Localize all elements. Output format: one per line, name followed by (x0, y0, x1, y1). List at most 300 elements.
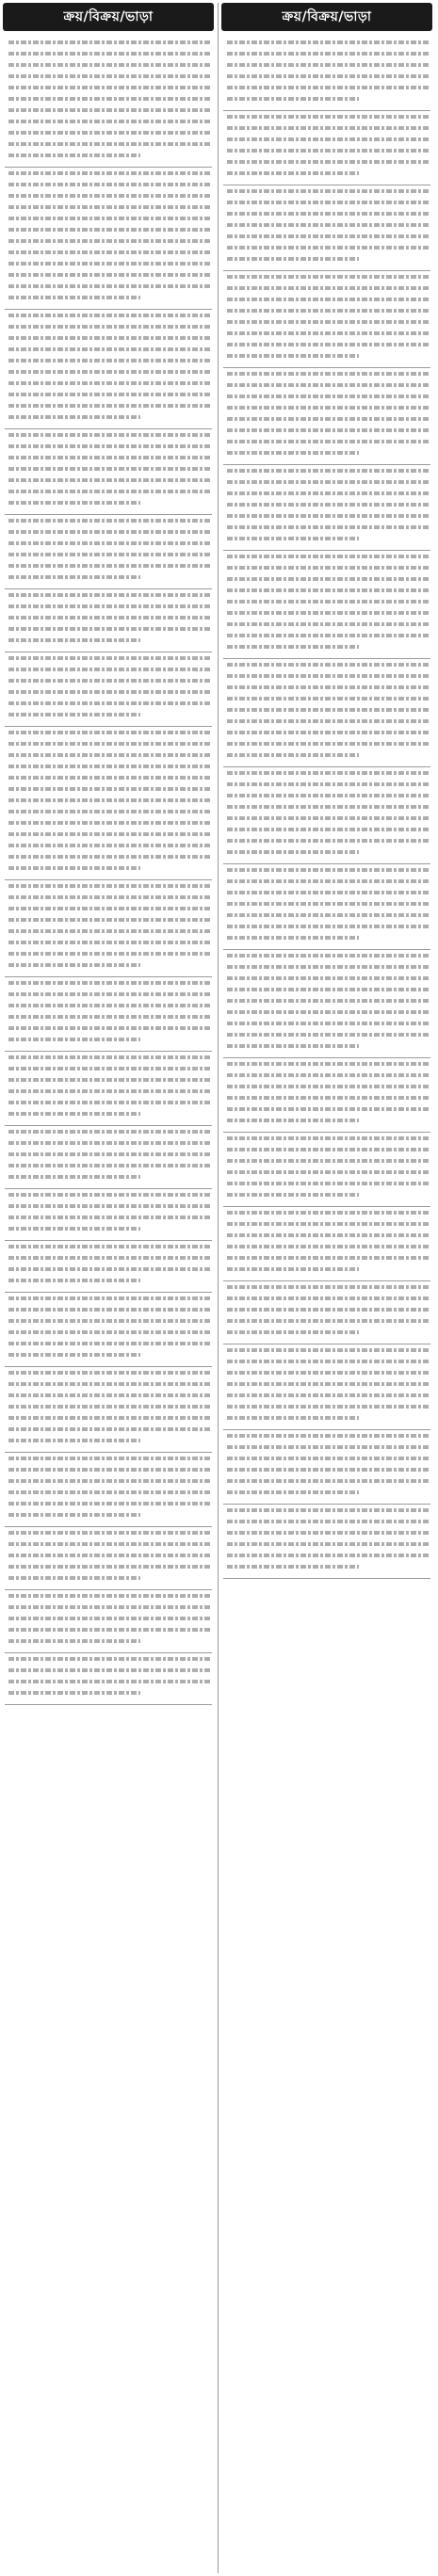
ad-text-line (227, 510, 430, 522)
ad-body (5, 1126, 212, 1183)
ad-text-line (8, 213, 212, 224)
ad-text-line (8, 224, 212, 235)
ad-text-line (227, 1081, 430, 1092)
classified-ad (5, 1527, 212, 1590)
ad-text-line (8, 817, 212, 829)
ad-text-line (227, 134, 430, 145)
ad-text-lines (8, 652, 212, 720)
ad-text-lines (227, 1207, 430, 1275)
ad-text-line (8, 1538, 212, 1550)
ad-text-line (8, 168, 212, 179)
ad-text-line (8, 258, 212, 269)
ad-text-line (8, 977, 212, 989)
classified-ad (223, 551, 430, 659)
ad-text-lines (8, 1126, 212, 1183)
ad-text-line (227, 122, 430, 134)
ad-text-line (227, 242, 430, 253)
ad-text-line (227, 619, 430, 630)
ad-text-line (8, 880, 212, 892)
ad-text-lines (227, 767, 430, 858)
ad-list (221, 37, 432, 1579)
ad-text-line (8, 727, 212, 738)
ad-text-line (227, 197, 430, 208)
ad-text-line (8, 914, 212, 926)
ad-text-line (227, 533, 430, 544)
ad-text-line (8, 475, 212, 486)
ad-text-line (227, 876, 430, 887)
ad-text-line (8, 116, 212, 127)
ad-text-line (227, 693, 430, 704)
ad-text-line (8, 1602, 212, 1613)
ad-text-line (8, 59, 212, 71)
ad-body (223, 950, 430, 1052)
ad-text-line (227, 659, 430, 670)
ad-text-line (227, 48, 430, 59)
ad-text-line (8, 652, 212, 664)
ad-text-line (8, 1200, 212, 1212)
ad-text-line (227, 1378, 430, 1390)
ad-text-line (8, 806, 212, 817)
classified-ad (223, 111, 430, 185)
ad-text-line (227, 1155, 430, 1167)
ad-text-line (227, 402, 430, 413)
ad-body (223, 864, 430, 943)
ad-body (5, 652, 212, 720)
ad-text-line (8, 892, 212, 903)
classified-ad (223, 271, 430, 368)
ad-text-line (8, 1464, 212, 1475)
ad-text-line (8, 463, 212, 475)
ad-text-lines (227, 1505, 430, 1572)
ad-text-line (8, 903, 212, 914)
ad-text-line (8, 1315, 212, 1327)
ad-text-line (8, 269, 212, 281)
ad-text-line (227, 145, 430, 156)
classified-ad (223, 659, 430, 767)
ad-text-line (227, 1367, 430, 1378)
classified-ad (5, 652, 212, 727)
ad-text-line (8, 1527, 212, 1538)
ad-text-lines (8, 1189, 212, 1234)
ad-body (5, 1241, 212, 1286)
ad-text-line (227, 1189, 430, 1200)
ad-text-line (8, 201, 212, 213)
ad-text-line (227, 488, 430, 499)
ad-text-line (8, 926, 212, 937)
ad-text-lines (8, 310, 212, 423)
ad-text-line (227, 1453, 430, 1464)
ad-text-lines (8, 1590, 212, 1647)
classified-ad (5, 880, 212, 977)
classified-ad (5, 1052, 212, 1126)
ad-text-line (227, 1115, 430, 1126)
ad-text-line (8, 1665, 212, 1676)
ad-body (223, 767, 430, 858)
ad-text-line (8, 515, 212, 526)
ad-text-line (227, 961, 430, 973)
ad-text-line (8, 1022, 212, 1034)
ad-text-line (227, 1058, 430, 1070)
classified-ad (5, 310, 212, 429)
ad-text-line (8, 1189, 212, 1200)
ad-body (223, 37, 430, 105)
ad-text-lines (227, 271, 430, 362)
ad-text-line (8, 572, 212, 583)
classified-ad (5, 37, 212, 168)
ad-text-lines (227, 950, 430, 1052)
ad-text-line (227, 984, 430, 995)
ad-body (223, 271, 430, 362)
ad-text-line (8, 1424, 212, 1435)
ad-text-lines (8, 727, 212, 874)
ad-text-line (227, 630, 430, 641)
ad-text-line (8, 389, 212, 400)
ad-text-line (227, 1550, 430, 1561)
classified-ad (223, 1058, 430, 1133)
ad-text-line (8, 486, 212, 497)
ad-text-lines (227, 1430, 430, 1498)
ad-text-line (8, 1487, 212, 1498)
ad-text-line (8, 82, 212, 93)
ad-text-lines (227, 864, 430, 943)
ad-text-line (8, 1097, 212, 1108)
ad-text-line (8, 400, 212, 411)
ad-text-line (227, 950, 430, 961)
ad-text-line (227, 1092, 430, 1103)
ad-text-line (227, 305, 430, 316)
ad-text-line (227, 596, 430, 607)
ad-text-line (8, 1052, 212, 1063)
ad-text-line (227, 1464, 430, 1475)
ad-text-line (8, 366, 212, 378)
classified-ad (223, 37, 430, 111)
column-divider (218, 3, 219, 2573)
ad-text-line (8, 321, 212, 332)
ad-text-line (8, 452, 212, 463)
ad-body (5, 1052, 212, 1119)
ad-text-line (227, 887, 430, 898)
ad-text-line (227, 1281, 430, 1293)
ad-text-line (227, 921, 430, 932)
ad-text-line (227, 447, 430, 459)
ad-text-line (227, 413, 430, 425)
ad-text-line (227, 391, 430, 402)
ad-text-line (227, 1412, 430, 1424)
ad-text-line (227, 1441, 430, 1453)
ad-body (5, 727, 212, 874)
ad-text-line (227, 1103, 430, 1115)
ad-body (5, 429, 212, 508)
classified-ad (5, 1241, 212, 1293)
ad-text-line (227, 168, 430, 179)
ad-text-line (227, 37, 430, 48)
ad-text-line (8, 71, 212, 82)
ad-text-line (227, 1040, 430, 1052)
ad-text-line (8, 589, 212, 601)
ad-text-line (8, 1338, 212, 1349)
ad-text-line (227, 82, 430, 93)
ad-text-line (8, 1498, 212, 1509)
ad-text-line (8, 37, 212, 48)
ad-text-line (227, 1241, 430, 1252)
ad-text-line (227, 749, 430, 761)
ad-text-line (8, 1171, 212, 1183)
ad-text-line (227, 1516, 430, 1527)
ad-text-line (8, 292, 212, 303)
ad-body (5, 515, 212, 583)
ad-text-line (227, 316, 430, 328)
ad-text-line (227, 1133, 430, 1144)
classified-ad (5, 168, 212, 310)
ad-text-line (8, 1137, 212, 1149)
ad-text-line (8, 1304, 212, 1315)
classified-ad (5, 977, 212, 1052)
ad-text-line (8, 1086, 212, 1097)
column-left (3, 3, 214, 2573)
classified-ad (5, 1126, 212, 1189)
ad-text-line (227, 1475, 430, 1487)
ad-text-line (8, 179, 212, 190)
ad-text-line (8, 1378, 212, 1390)
ad-text-line (8, 1435, 212, 1446)
ad-text-line (8, 526, 212, 538)
ad-body (5, 977, 212, 1045)
ad-body (223, 465, 430, 544)
ad-text-line (227, 436, 430, 447)
ad-text-lines (8, 1453, 212, 1521)
ad-text-line (8, 829, 212, 840)
ad-text-line (8, 1572, 212, 1584)
ad-text-line (8, 332, 212, 344)
ad-text-line (8, 664, 212, 675)
ad-text-line (8, 851, 212, 862)
ad-text-line (227, 973, 430, 984)
ad-text-line (227, 294, 430, 305)
classified-ad (223, 767, 430, 864)
ad-text-line (227, 738, 430, 749)
ad-text-line (8, 1293, 212, 1304)
ad-text-lines (8, 515, 212, 583)
ad-text-line (227, 1252, 430, 1264)
ad-text-line (227, 585, 430, 596)
ad-text-line (227, 1356, 430, 1367)
ad-text-line (8, 1475, 212, 1487)
ad-text-line (227, 898, 430, 910)
ad-text-line (227, 767, 430, 779)
ad-text-line (227, 995, 430, 1006)
ad-text-line (8, 1264, 212, 1275)
ad-text-line (8, 1401, 212, 1412)
ad-text-line (8, 1160, 212, 1171)
ad-text-line (8, 1327, 212, 1338)
ad-text-line (227, 704, 430, 716)
ad-text-lines (8, 977, 212, 1045)
classified-ad (5, 1367, 212, 1453)
ad-text-lines (227, 37, 430, 105)
ad-text-line (227, 93, 430, 105)
ad-text-line (8, 378, 212, 389)
ad-text-line (227, 339, 430, 350)
ad-body (5, 37, 212, 161)
ad-text-line (227, 573, 430, 585)
ad-text-lines (8, 168, 212, 303)
ad-text-line (8, 549, 212, 560)
ad-text-lines (8, 429, 212, 508)
ad-text-line (8, 623, 212, 635)
ad-body (5, 1653, 212, 1699)
ad-text-line (8, 959, 212, 971)
ad-text-line (8, 1676, 212, 1687)
ad-text-line (227, 1230, 430, 1241)
ad-text-line (8, 1252, 212, 1264)
ad-text-lines (227, 659, 430, 761)
ad-text-line (227, 185, 430, 197)
ad-text-line (227, 328, 430, 339)
classified-ad (223, 1430, 430, 1505)
ad-body (5, 1189, 212, 1234)
ad-text-line (227, 425, 430, 436)
ad-text-line (8, 150, 212, 161)
ad-text-line (8, 749, 212, 761)
ad-text-lines (8, 1293, 212, 1360)
ad-text-line (8, 355, 212, 366)
ad-list (3, 37, 214, 1705)
ad-body (223, 111, 430, 179)
ad-text-line (227, 282, 430, 294)
ad-text-line (8, 48, 212, 59)
ad-text-line (227, 522, 430, 533)
ad-body (5, 310, 212, 423)
ad-text-line (227, 1006, 430, 1018)
classified-ad (5, 1453, 212, 1527)
ad-text-line (8, 1063, 212, 1074)
ad-text-line (227, 790, 430, 801)
ad-text-line (8, 698, 212, 709)
ad-text-lines (227, 368, 430, 459)
ad-text-line (227, 465, 430, 476)
ad-text-line (227, 271, 430, 282)
ad-text-line (8, 1223, 212, 1234)
classified-ad (5, 1293, 212, 1367)
ad-text-lines (227, 465, 430, 544)
ad-text-line (227, 1207, 430, 1218)
ad-text-line (8, 441, 212, 452)
ad-text-line (8, 761, 212, 772)
ad-text-line (227, 1264, 430, 1275)
ad-text-line (227, 1401, 430, 1412)
ad-text-line (8, 1275, 212, 1286)
ad-text-line (8, 560, 212, 572)
ad-text-line (8, 795, 212, 806)
ad-text-line (8, 1653, 212, 1665)
ad-text-lines (227, 551, 430, 652)
ad-text-line (8, 1000, 212, 1011)
ad-text-line (8, 738, 212, 749)
ad-text-line (8, 948, 212, 959)
ad-body (5, 1527, 212, 1584)
ad-text-lines (227, 111, 430, 179)
ad-text-lines (8, 37, 212, 161)
ad-text-line (227, 1293, 430, 1304)
ad-text-line (227, 801, 430, 813)
classified-ad (5, 515, 212, 589)
ad-text-line (8, 1108, 212, 1119)
ad-text-line (8, 1241, 212, 1252)
ad-text-line (227, 551, 430, 562)
ad-text-line (227, 1538, 430, 1550)
ad-text-line (8, 862, 212, 874)
ad-text-line (8, 1212, 212, 1223)
ad-text-line (227, 59, 430, 71)
column-header: ক্রয়/বিক্রয়/ভাড়া (3, 3, 214, 31)
ad-text-line (8, 105, 212, 116)
ad-text-line (227, 71, 430, 82)
ad-text-line (227, 670, 430, 682)
classifieds-page (3, 3, 435, 2573)
ad-text-lines (227, 1281, 430, 1338)
ad-body (223, 1207, 430, 1275)
ad-body (5, 1590, 212, 1647)
ad-body (223, 551, 430, 652)
ad-text-line (227, 368, 430, 379)
ad-body (223, 1344, 430, 1424)
ad-text-line (8, 1011, 212, 1022)
classified-ad (223, 1281, 430, 1344)
ad-text-lines (8, 1653, 212, 1699)
ad-text-line (227, 910, 430, 921)
ad-body (223, 1133, 430, 1200)
ad-body (223, 1505, 430, 1572)
ad-text-line (227, 864, 430, 876)
ad-text-line (227, 1344, 430, 1356)
ad-text-line (8, 1126, 212, 1137)
ad-text-line (8, 989, 212, 1000)
ad-text-line (8, 686, 212, 698)
ad-text-line (227, 1029, 430, 1040)
ad-text-line (227, 1218, 430, 1230)
classified-ad (223, 368, 430, 465)
ad-text-line (227, 716, 430, 727)
ad-text-lines (8, 1367, 212, 1446)
ad-text-line (8, 247, 212, 258)
classified-ad (223, 1344, 430, 1430)
ad-text-line (227, 1167, 430, 1178)
ad-text-line (227, 682, 430, 693)
ad-text-line (227, 641, 430, 652)
ad-text-line (227, 1327, 430, 1338)
ad-text-line (8, 937, 212, 948)
classified-ad (5, 1653, 212, 1705)
ad-text-line (227, 379, 430, 391)
classified-ad (223, 465, 430, 551)
classified-ad (223, 1207, 430, 1281)
ad-text-line (8, 127, 212, 138)
ad-text-line (8, 1613, 212, 1624)
ad-body (5, 1367, 212, 1446)
ad-text-line (8, 1412, 212, 1424)
ad-text-line (8, 538, 212, 549)
ad-text-line (227, 156, 430, 168)
ad-text-line (227, 813, 430, 824)
ad-body (5, 880, 212, 971)
ad-text-line (8, 601, 212, 612)
ad-text-line (227, 607, 430, 619)
ad-text-line (8, 783, 212, 795)
ad-text-line (8, 840, 212, 851)
ad-text-line (8, 190, 212, 201)
classified-ad (5, 727, 212, 880)
column-right (221, 3, 432, 2573)
